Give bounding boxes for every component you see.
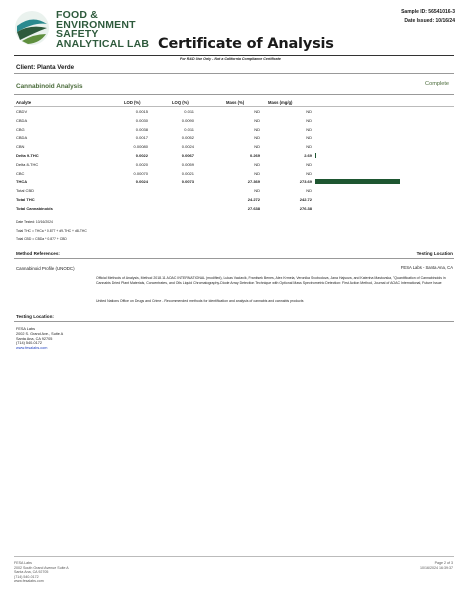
mass-cell: ND: [254, 161, 260, 167]
mass-mg-cell: 242.72: [299, 197, 312, 202]
mass-cell: ND: [254, 170, 260, 176]
fesa-logo: [14, 8, 164, 54]
lab-address: FESA Labs 2002 S. Grand Ave., Suite A Santa Ana, CA 92705 (714) 540-0172 www.fesalabs.com: [16, 327, 64, 351]
table-row: [16, 206, 316, 214]
print-timestamp: 10/16/2024 16:39:37: [420, 565, 453, 570]
result-bar: [315, 153, 316, 158]
loq-cell: 0.0021: [181, 170, 194, 176]
analyte-cell: Total THC: [16, 197, 35, 202]
method-divider: [14, 258, 454, 259]
sample-id: Sample ID: 56541016-3: [401, 9, 455, 15]
formula-total-cbd: Total CBD = CBDa * 0.877 + CBD: [16, 237, 67, 241]
lod-cell: 0.00080: [133, 144, 148, 150]
analyte-cell: CBG: [16, 126, 25, 132]
analyte-cell: CBDA: [16, 135, 28, 141]
analyte-cell: CBN: [16, 144, 25, 150]
logo-globe-icon: [14, 10, 50, 46]
table-row: [16, 197, 316, 205]
footer-page-info: [420, 561, 453, 570]
analyte-cell: Delta 9-THC: [16, 153, 39, 158]
page-title: Certificate of Analysis: [158, 36, 334, 52]
column-header-mass-mg: Mass (mg/g): [268, 100, 293, 105]
analyte-cell: Total CBD: [16, 188, 35, 194]
lod-cell: 0.0015: [135, 109, 148, 114]
mass-mg-cell: ND: [306, 144, 312, 150]
column-header-analyte: Analyte: [16, 100, 32, 105]
section-title: Cannabinoid Analysis: [16, 83, 83, 90]
mass-mg-cell: ND: [306, 117, 312, 123]
table-row: [16, 188, 316, 196]
loq-cell: 0.0052: [181, 135, 194, 141]
table-row: [16, 109, 316, 117]
rnd-disclaimer: For R&D Use Only - Not a California Compliance Certificate: [180, 57, 281, 61]
lod-cell: 0.0020: [135, 161, 148, 167]
column-header-loq: LOQ (%): [172, 100, 189, 105]
mass-mg-cell: 276.38: [299, 205, 312, 211]
lod-cell: 0.0024: [135, 179, 148, 185]
mass-cell: ND: [254, 109, 260, 114]
lod-cell: 0.0022: [135, 153, 148, 158]
analyte-cell: Total Cannabinoids: [16, 205, 53, 211]
loq-cell: 0.0067: [181, 153, 194, 158]
method-location: FESA Labs - Santa Ana, CA: [400, 265, 453, 270]
mass-mg-cell: ND: [306, 109, 312, 114]
column-header-lod: LOD (%): [124, 100, 141, 105]
result-bar: [315, 179, 400, 184]
lod-cell: 0.00070: [133, 170, 148, 176]
table-row: [16, 171, 316, 179]
table-row: [16, 135, 316, 143]
mass-cell: ND: [254, 126, 260, 132]
lod-cell: 0.0038: [135, 126, 148, 132]
lab-website-link[interactable]: www.fesalabs.com: [16, 346, 48, 351]
table-header-divider: [14, 106, 454, 107]
loq-cell: 0.011: [184, 109, 194, 114]
method-profile: Cannabinoid Profile (UNODC): [16, 266, 75, 271]
loq-cell: 0.0090: [181, 117, 194, 123]
table-row: [16, 127, 316, 135]
formula-total-thc: Total THC = THCa * 0.877 + d9-THC + d8-THC: [16, 229, 87, 233]
table-row: [16, 153, 316, 161]
table-row: [16, 179, 316, 187]
mass-cell: ND: [254, 188, 260, 194]
loq-cell: 0.0024: [181, 144, 194, 150]
table-row: [16, 162, 316, 170]
client-name: Client: Planta Verde: [16, 64, 75, 71]
loq-cell: 0.011: [184, 126, 194, 132]
mass-mg-cell: 273.69: [299, 179, 312, 185]
lod-cell: 0.0017: [135, 135, 148, 141]
mass-cell: ND: [254, 144, 260, 150]
lod-cell: 0.0030: [135, 117, 148, 123]
loq-cell: 0.0073: [181, 179, 194, 185]
status-badge: Complete: [425, 81, 449, 87]
analyte-cell: Delta 8-THC: [16, 161, 39, 167]
column-header-mass: Mass (%): [226, 100, 245, 105]
loq-cell: 0.0059: [181, 161, 194, 167]
method-references-label: Method References:: [16, 251, 60, 256]
mass-cell: ND: [254, 135, 260, 141]
mass-cell: 24.272: [247, 197, 260, 202]
mass-mg-cell: ND: [306, 188, 312, 194]
date-tested: Date Tested: 10/16/2024: [16, 220, 53, 224]
client-divider: [14, 73, 454, 74]
mass-cell: 27.369: [247, 179, 260, 185]
table-row: [16, 144, 316, 152]
mass-mg-cell: 2.69: [304, 153, 312, 158]
mass-mg-cell: ND: [306, 161, 312, 167]
mass-mg-cell: ND: [306, 126, 312, 132]
analyte-cell: CBC: [16, 170, 25, 176]
table-row: [16, 118, 316, 126]
footer-divider: [14, 556, 454, 557]
analysis-divider: [14, 94, 454, 95]
footer-address: FESA Labs 2002 South Grand Avenue Suite A Santa Ana, CA 92705 (714) 540-0172 www.fesalabs.com: [14, 561, 69, 583]
mass-cell: 27.638: [247, 205, 260, 211]
mass-cell: ND: [254, 117, 260, 123]
date-issued: Date Issued: 10/16/24: [404, 18, 455, 24]
method-reference-2: United Nations Office on Drugs and Crime - Recommended methods for identification and analysis of cannabis and cannabis products: [96, 299, 304, 303]
method-reference-1: Official Methods of Analysis, Method 2018.11 AOAC INTERNATIONAL (modified), Lukas Vaclavik, Frantisek Benes, Alex Krmela, Veronika Svobodova, Jana Hajsova, and Katerina Mastovska, "Quantification of Cannabinoids in Cannabis Dried Plant Materials, Concentrates, and Oils Liquid Chromatography-Diode Array Detection Technique with Optional Mass Spectrometric Detection: First Action Method, Journal of AOAC International, Future Issue: [96, 276, 446, 285]
logo-text: FOOD & ENVIRONMENT SAFETY ANALYTICAL LAB: [56, 9, 150, 50]
testing-location-heading: Testing Location: [416, 251, 453, 256]
mass-mg-cell: ND: [306, 170, 312, 176]
testing-location-divider: [14, 321, 454, 322]
mass-mg-cell: ND: [306, 135, 312, 141]
analyte-cell: CBDV: [16, 109, 28, 114]
analyte-cell: CBDA: [16, 117, 28, 123]
header-divider: [14, 55, 454, 56]
testing-location-label: Testing Location:: [16, 314, 54, 319]
analyte-cell: THCA: [16, 179, 28, 185]
mass-cell: 0.269: [249, 153, 260, 158]
page-number: Page 2 of 3: [434, 561, 453, 565]
